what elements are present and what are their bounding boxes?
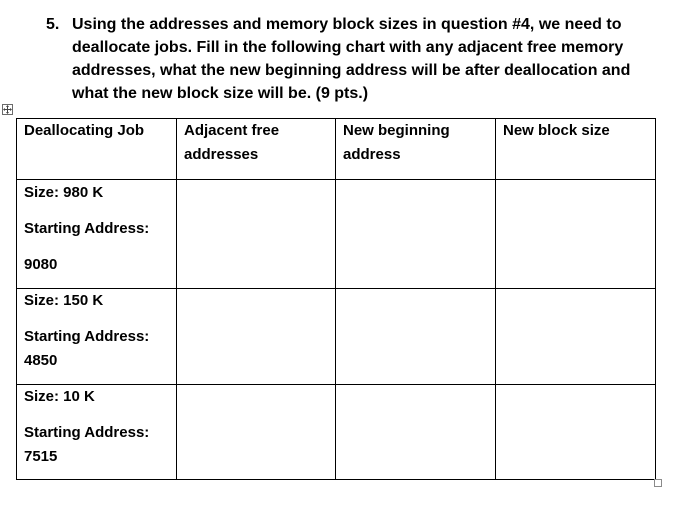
- question-text: [46, 13, 666, 105]
- resize-square-icon[interactable]: [654, 479, 662, 487]
- job-start-address: 7515: [24, 448, 58, 465]
- question-number: 5.: [46, 16, 60, 33]
- question-line: what the new block size will be. (9 pts.): [72, 85, 369, 102]
- answer-cell-adjacent-free[interactable]: [177, 180, 336, 289]
- table-row: [17, 385, 656, 480]
- job-cell: [17, 289, 177, 385]
- answer-cell-adjacent-free[interactable]: [177, 385, 336, 480]
- header-cell-adjacent-free: [177, 119, 336, 180]
- answer-cell-new-block-size[interactable]: [496, 289, 656, 385]
- job-start-address: 4850: [24, 352, 58, 369]
- move-arrows-icon[interactable]: [2, 104, 13, 115]
- question-line: addresses, what the new beginning address will be after deallocation and: [72, 62, 631, 79]
- answer-cell-new-block-size[interactable]: [496, 180, 656, 289]
- answer-cell-adjacent-free[interactable]: [177, 289, 336, 385]
- answer-cell-new-beginning[interactable]: [336, 385, 496, 480]
- table-header-row: [17, 119, 656, 180]
- job-start-label: Starting Address:: [24, 220, 150, 237]
- question-line: deallocate jobs. Fill in the following chart with any adjacent free memory: [72, 39, 624, 56]
- deallocation-chart: [16, 118, 656, 480]
- answer-cell-new-block-size[interactable]: [496, 385, 656, 480]
- job-size: Size: 150 K: [24, 292, 104, 309]
- header-cell-new-beginning: [336, 119, 496, 180]
- answer-cell-new-beginning[interactable]: [336, 180, 496, 289]
- move-arrows-glyph: [3, 105, 12, 114]
- job-start-label: Starting Address:: [24, 424, 150, 441]
- header-cell-deallocating-job: [17, 119, 177, 180]
- table-row: [17, 180, 656, 289]
- table-row: [17, 289, 656, 385]
- job-size: Size: 10 K: [24, 388, 95, 405]
- header-label: Adjacent free: [184, 122, 280, 139]
- job-start-address: 9080: [24, 256, 58, 273]
- header-label: New beginning: [343, 122, 450, 139]
- header-label: New block size: [503, 122, 610, 139]
- job-cell: [17, 385, 177, 480]
- header-label: Deallocating Job: [24, 122, 145, 139]
- header-label: address: [343, 146, 401, 163]
- question-body: [72, 13, 666, 105]
- job-cell: [17, 180, 177, 289]
- header-label: addresses: [184, 146, 259, 163]
- job-size: Size: 980 K: [24, 184, 104, 201]
- answer-cell-new-beginning[interactable]: [336, 289, 496, 385]
- header-cell-new-block-size: [496, 119, 656, 180]
- question-line: Using the addresses and memory block sizes in question #4, we need to: [72, 16, 622, 33]
- job-start-label: Starting Address:: [24, 328, 150, 345]
